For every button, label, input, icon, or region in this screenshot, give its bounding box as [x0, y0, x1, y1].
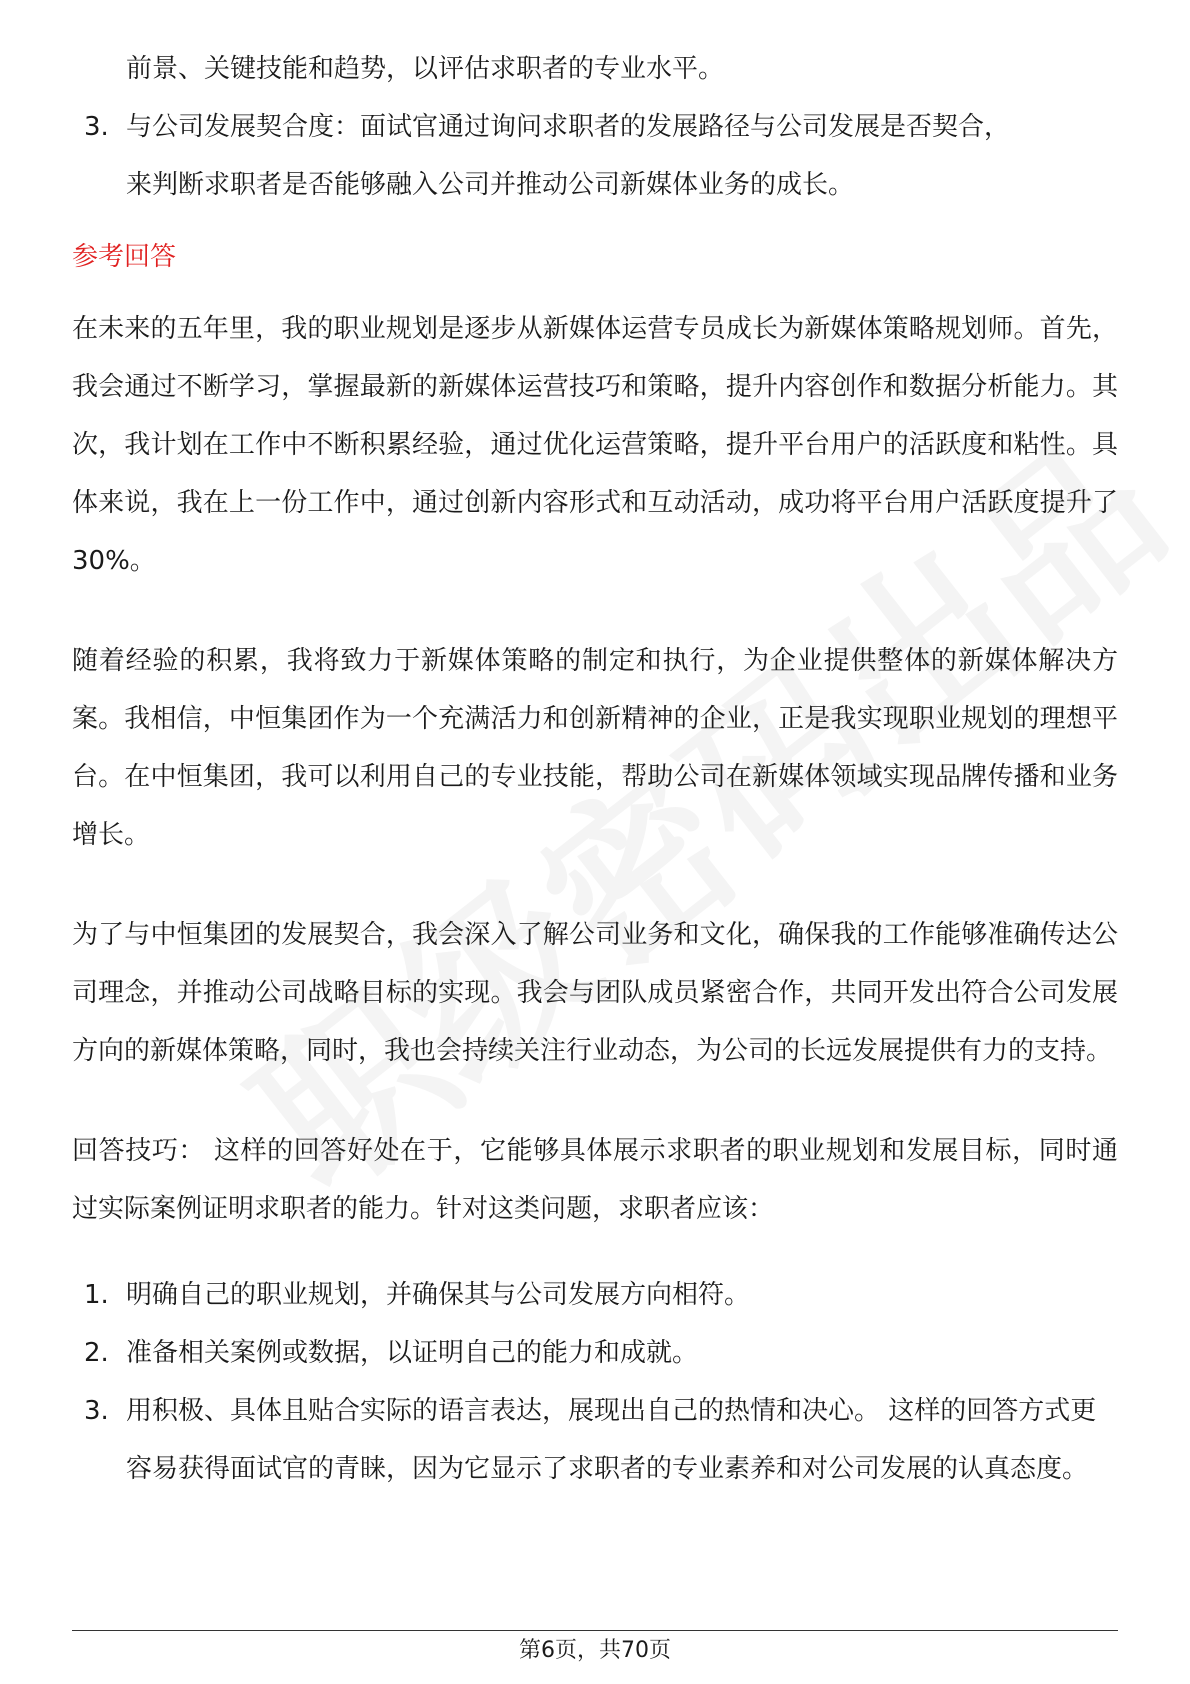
- list-item-text-line-1: 与公司发展契合度：面试官通过询问求职者的发展路径与公司发展是否契合，: [126, 112, 1011, 142]
- list-item-text: 准备相关案例或数据，以证明自己的能力和成就。: [126, 1338, 699, 1368]
- list-item-continuation: 前景、关键技能和趋势，以评估求职者的专业水平。: [126, 54, 725, 84]
- list-item-number: 2.: [84, 1338, 109, 1368]
- page-content: [72, 40, 1118, 1498]
- page-number: 第6页，共70页: [519, 1638, 671, 1663]
- footer-divider: [72, 1630, 1118, 1631]
- list-item: [72, 1324, 1118, 1382]
- list-item-text: 明确自己的职业规划，并确保其与公司发展方向相符。: [126, 1280, 751, 1310]
- answer-paragraph-3: 为了与中恒集团的发展契合，我会深入了解公司业务和文化，确保我的工作能够准确传达公司理念，并推动公司战略目标的实现。我会与团队成员紧密合作，共同开发出符合公司发展方向的新媒体策略，同时，我也会持续关注行业动态，为公司的长远发展提供有力的支持。: [72, 920, 1118, 1066]
- top-numbered-list: [72, 98, 1118, 214]
- list-item: [72, 98, 1118, 214]
- list-item-number: 1.: [84, 1280, 109, 1310]
- list-item-number: 3.: [84, 1396, 109, 1426]
- list-item: [72, 1266, 1118, 1324]
- answer-paragraph-1: 在未来的五年里，我的职业规划是逐步从新媒体运营专员成长为新媒体策略规划师。首先，我会通过不断学习，掌握最新的新媒体运营技巧和策略，提升内容创作和数据分析能力。其次，我计划在工作中不断积累经验，通过优化运营策略，提升平台用户的活跃度和粘性。具体来说，我在上一份工作中，通过创新内容形式和互动活动，成功将平台用户活跃度提升了30%。: [72, 314, 1118, 576]
- list-item-number: 3.: [84, 112, 109, 142]
- list-item-text-line-2: 来判断求职者是否能够融入公司并推动公司新媒体业务的成长。: [126, 170, 855, 200]
- answer-paragraph-2: 随着经验的积累，我将致力于新媒体策略的制定和执行，为企业提供整体的新媒体解决方案。我相信，中恒集团作为一个充满活力和创新精神的企业，正是我实现职业规划的理想平台。在中恒集团，我可以利用自己的专业技能，帮助公司在新媒体领域实现品牌传播和业务增长。: [72, 646, 1118, 850]
- list-item-text: 用积极、具体且贴合实际的语言表达，展现出自己的热情和决心。 这样的回答方式更容易获得面试官的青睐，因为它显示了求职者的专业素养和对公司发展的认真态度。: [126, 1396, 1097, 1484]
- tips-numbered-list: [72, 1266, 1118, 1498]
- tips-intro-paragraph: 回答技巧： 这样的回答好处在于，它能够具体展示求职者的职业规划和发展目标，同时通过实际案例证明求职者的能力。针对这类问题，求职者应该：: [72, 1136, 1118, 1224]
- list-item: [72, 1382, 1118, 1498]
- section-heading: 参考回答: [72, 242, 177, 272]
